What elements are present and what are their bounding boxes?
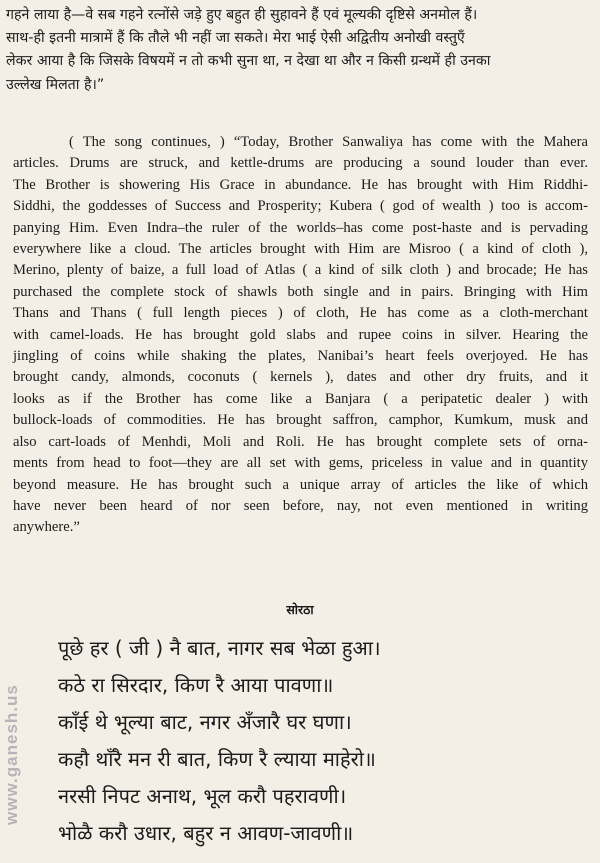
hindi-line: गहने लाया है—वे सब गहने रत्नोंसे जड़े हुए बहुत ही सुहावने हैं एवं मूल्यकी दृष्टिसे अनमोल हैं। xyxy=(6,7,478,23)
english-paragraph xyxy=(13,132,588,539)
english-line: articles. Drums are struck, and kettle-drums are producing a sound louder than ever. xyxy=(13,155,588,172)
english-line: beyond measure. He has brought such a unique array of articles the like of which xyxy=(13,476,588,493)
english-line: purchased the complete stock of shawls both single and in pairs. Bringing with Him xyxy=(13,283,588,300)
english-line: have never been heard of nor seen before, nay, not even mentioned in writing xyxy=(13,497,588,514)
english-line: looks as if the Brother has come like a Banjara ( a peripatetic dealer ) with xyxy=(13,390,588,407)
english-line: Merino, plenty of baize, a full load of Atlas ( a kind of silk cloth ) and brocade; He has xyxy=(13,262,588,279)
english-line: also cart-loads of Menhdi, Moli and Roli. He has brought complete sets of orna- xyxy=(13,433,588,450)
english-line: The Brother is showering His Grace in abundance. He has brought with Him Riddhi- xyxy=(13,176,588,193)
verse-block xyxy=(58,630,558,852)
verse-line: भोळै करौ उधार, बहुर न आवण-जावणी॥ xyxy=(58,821,354,845)
english-line: anywhere.” xyxy=(13,519,80,536)
section-heading: सोरठा xyxy=(286,602,314,617)
hindi-paragraph xyxy=(6,4,590,97)
verse-line: पूछे हर ( जी ) नै बात, नागर सब भेळा हुआ। xyxy=(58,636,381,660)
english-line: everywhere like a cloud. The articles brought with Him are Misroo ( a kind of cloth ), xyxy=(13,241,588,258)
verse-line: कहौ थाँरै मन री बात, किण रै ल्याया माहेरो॥ xyxy=(58,747,376,771)
hindi-line: लेकर आया है कि जिसके विषयमें न तो कभी सुना था, न देखा था और न किसी ग्रन्थमें ही उनका xyxy=(6,53,491,70)
watermark: www.ganesh.us xyxy=(2,684,21,825)
verse-line: कठे रा सिरदार, किण रै आया पावणा॥ xyxy=(58,673,334,697)
english-line: Thans and Thans ( full length pieces ) of cloth, He has come as a cloth-merchant xyxy=(13,305,588,322)
english-line: ments from head to foot—they are all set with gems, priceless in value and in quantity xyxy=(13,455,588,472)
english-line: panying Him. Even Indra–the ruler of the worlds–has come post-haste and is pervading xyxy=(13,219,588,236)
hindi-line: साथ-ही इतनी मात्रामें हैं कि तौले भी नहीं जा सकते। मेरा भाई ऐसी अद्वितीय अनोखी वस्तुएँ xyxy=(6,30,465,47)
english-line: jingling of coins while shaking the plates, Nanibai’s heart feels overjoyed. He has xyxy=(13,348,588,365)
english-line: brought candy, almonds, coconuts ( kernels ), dates and other dry fruits, and it xyxy=(13,369,588,386)
english-line: with camel-loads. He has brought gold slabs and rupee coins in silver. Hearing the xyxy=(13,326,588,343)
hindi-line: उल्लेख मिलता है।” xyxy=(6,76,105,93)
english-line: bullock-loads of commodities. He has brought saffron, camphor, Kumkum, musk and xyxy=(13,412,588,429)
verse-line: नरसी निपट अनाथ, भूल करौ पहरावणी। xyxy=(58,784,347,808)
verse-line: काँई थे भूल्या बाट, नगर अँजारै घर घणा। xyxy=(58,710,352,734)
english-line: ( The song continues, ) “Today, Brother Sanwaliya has come with the Mahera xyxy=(69,134,588,150)
english-line: Siddhi, the goddesses of Success and Prosperity; Kubera ( god of wealth ) too is accom- xyxy=(13,198,588,215)
